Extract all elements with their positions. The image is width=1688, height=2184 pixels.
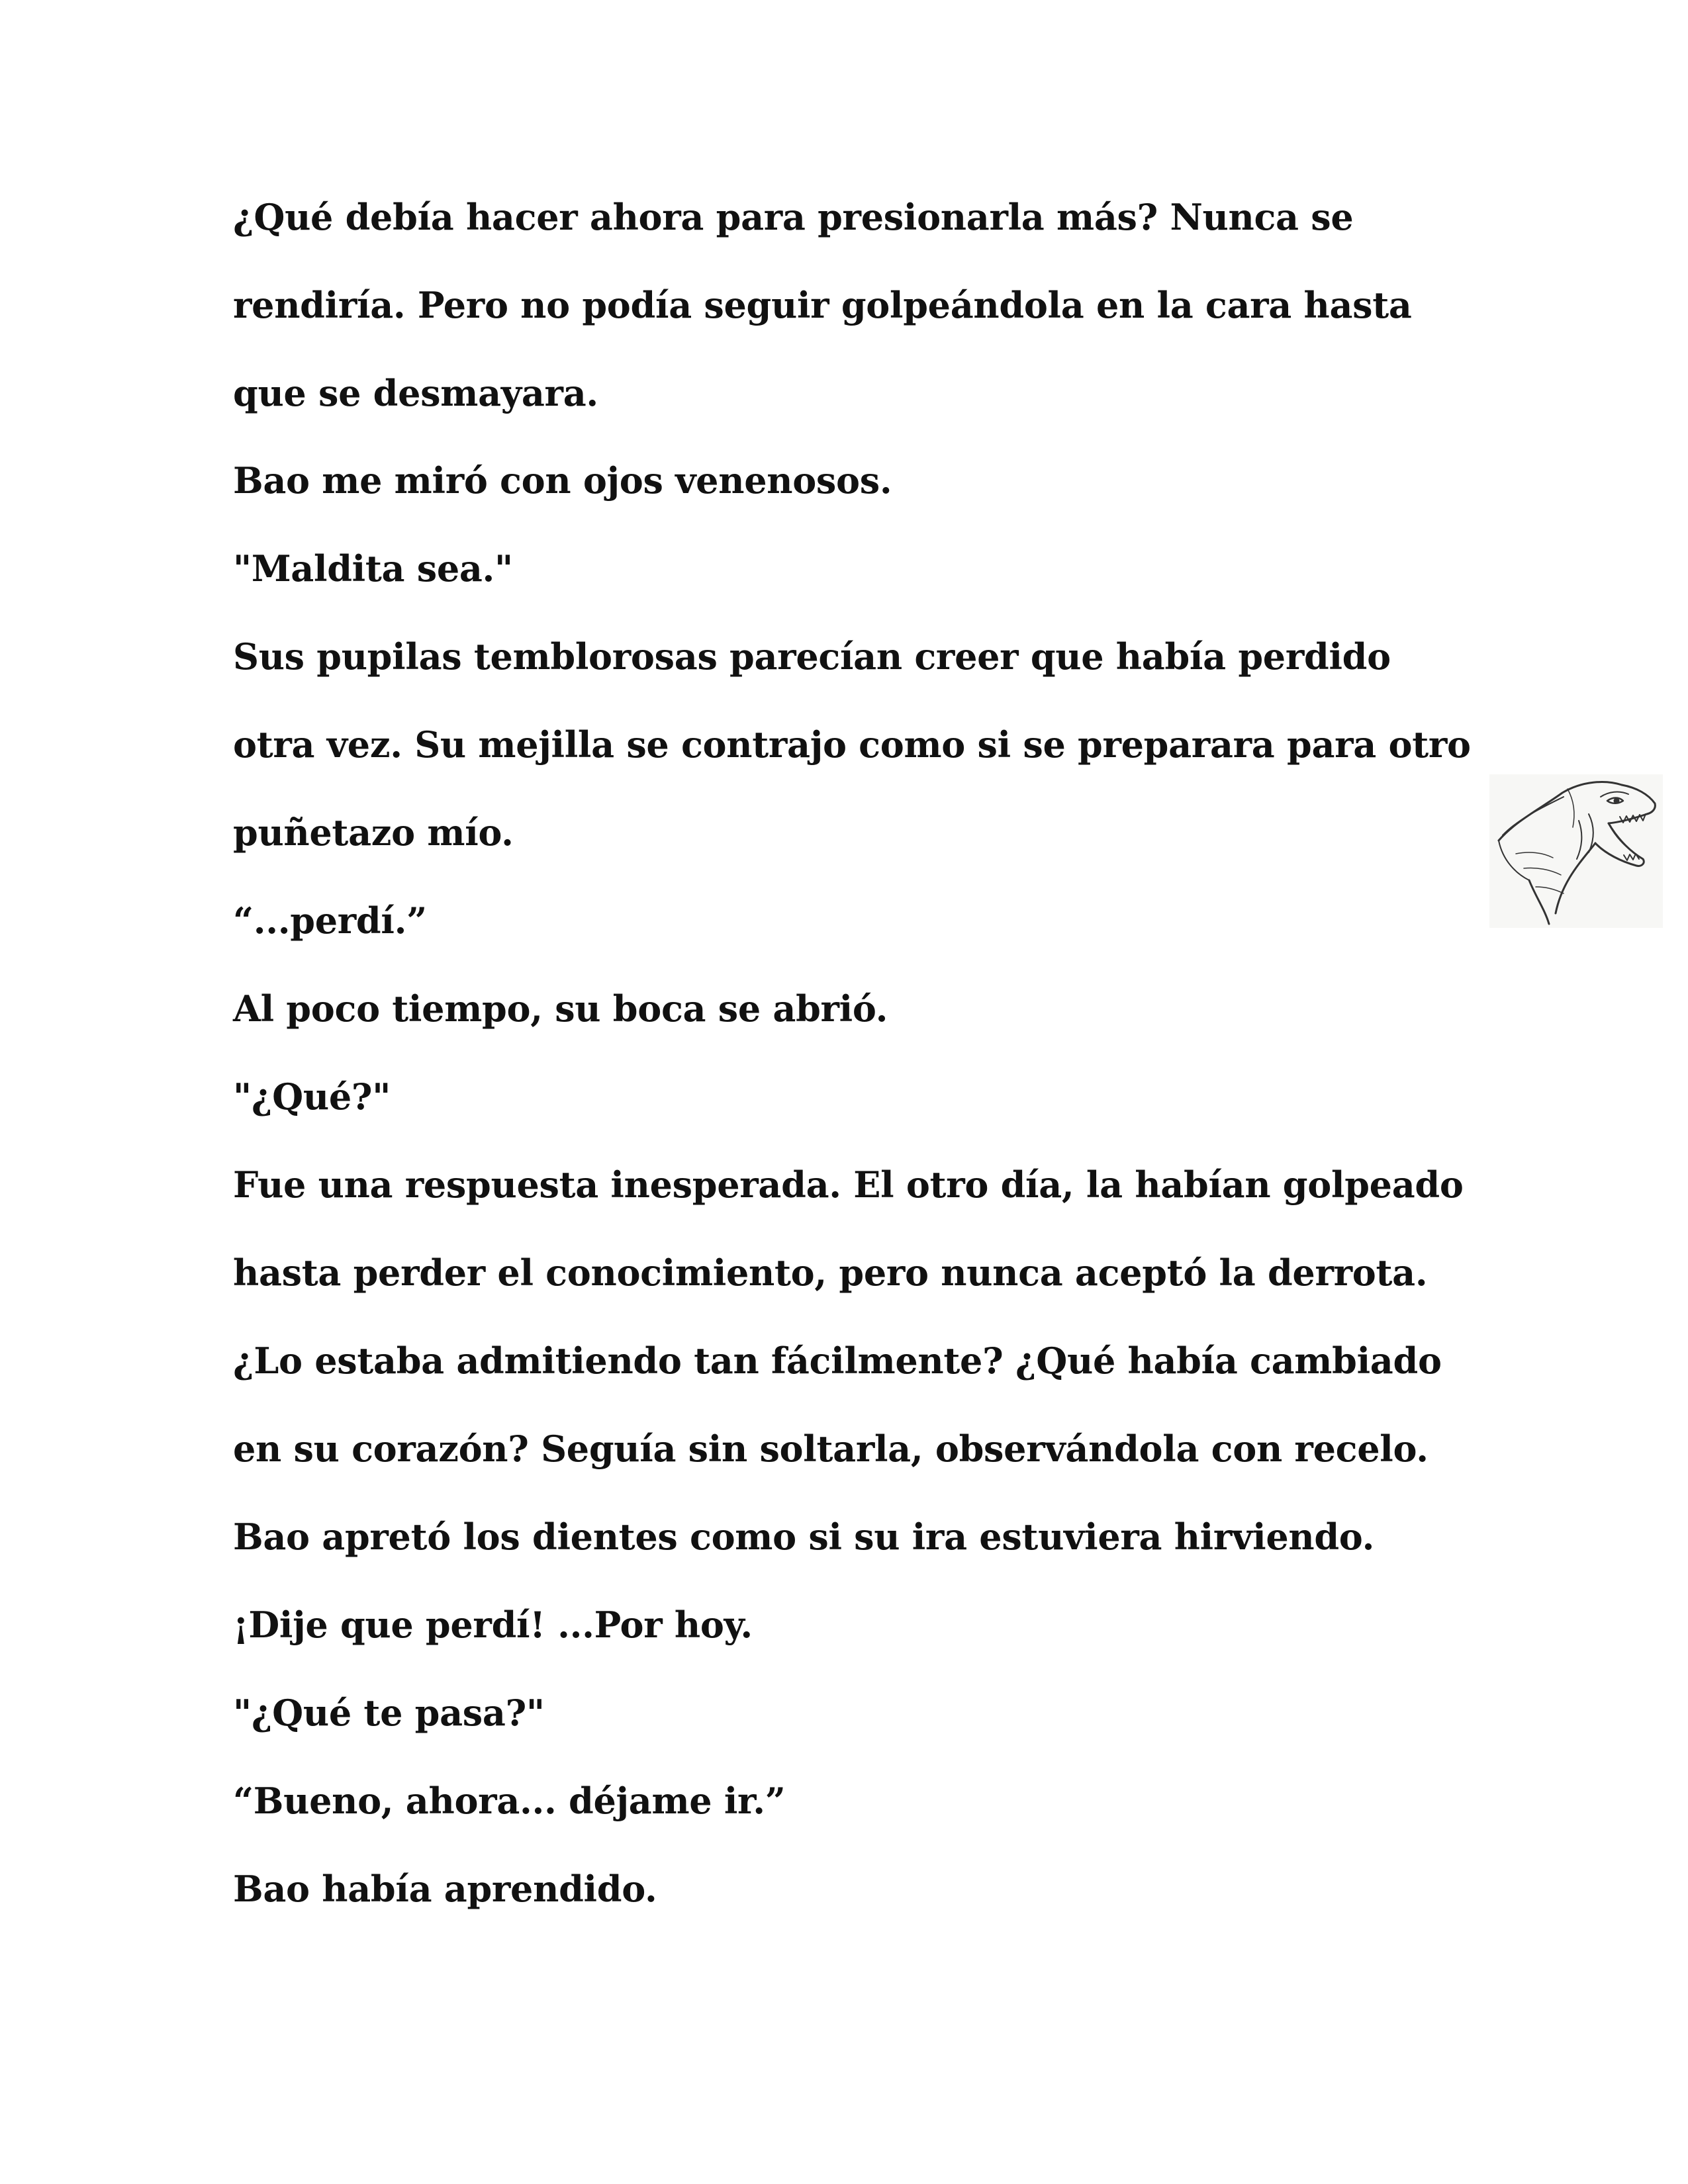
dinosaur-head-icon — [1489, 774, 1663, 928]
text-line: "¿Qué?" — [233, 1075, 391, 1118]
text-line: Sus pupilas temblorosas parecían creer que había perdido — [233, 635, 1391, 678]
text-line: "Maldita sea." — [233, 547, 513, 590]
text-line: hasta perder el conocimiento, pero nunca aceptó la derrota. — [233, 1251, 1428, 1294]
text-line: Bao apretó los dientes como si su ira estuviera hirviendo. — [233, 1516, 1375, 1558]
text-line: "¿Qué te pasa?" — [233, 1692, 545, 1734]
text-line: ¿Lo estaba admitiendo tan fácilmente? ¿Qué había cambiado — [233, 1340, 1442, 1382]
text-line: otra vez. Su mejilla se contrajo como si se preparara para otro — [233, 723, 1471, 766]
text-line: Fue una respuesta inesperada. El otro día, la habían golpeado — [233, 1163, 1464, 1206]
text-line: Bao me miró con ojos venenosos. — [233, 459, 892, 502]
text-line: “...perdí.” — [233, 899, 427, 942]
text-line: Bao había aprendido. — [233, 1868, 657, 1910]
text-line: en su corazón? Seguía sin soltarla, observándola con recelo. — [233, 1428, 1429, 1470]
text-line: rendiría. Pero no podía seguir golpeándola en la cara hasta — [233, 284, 1412, 326]
text-line: ¿Qué debía hacer ahora para presionarla más? Nunca se — [233, 196, 1354, 238]
text-line: “Bueno, ahora... déjame ir.” — [233, 1780, 786, 1822]
text-line: ¡Dije que perdí! ...Por hoy. — [233, 1604, 753, 1646]
text-line: que se desmayara. — [233, 372, 598, 414]
text-line: Al poco tiempo, su boca se abrió. — [233, 987, 888, 1030]
text-line: puñetazo mío. — [233, 811, 514, 854]
